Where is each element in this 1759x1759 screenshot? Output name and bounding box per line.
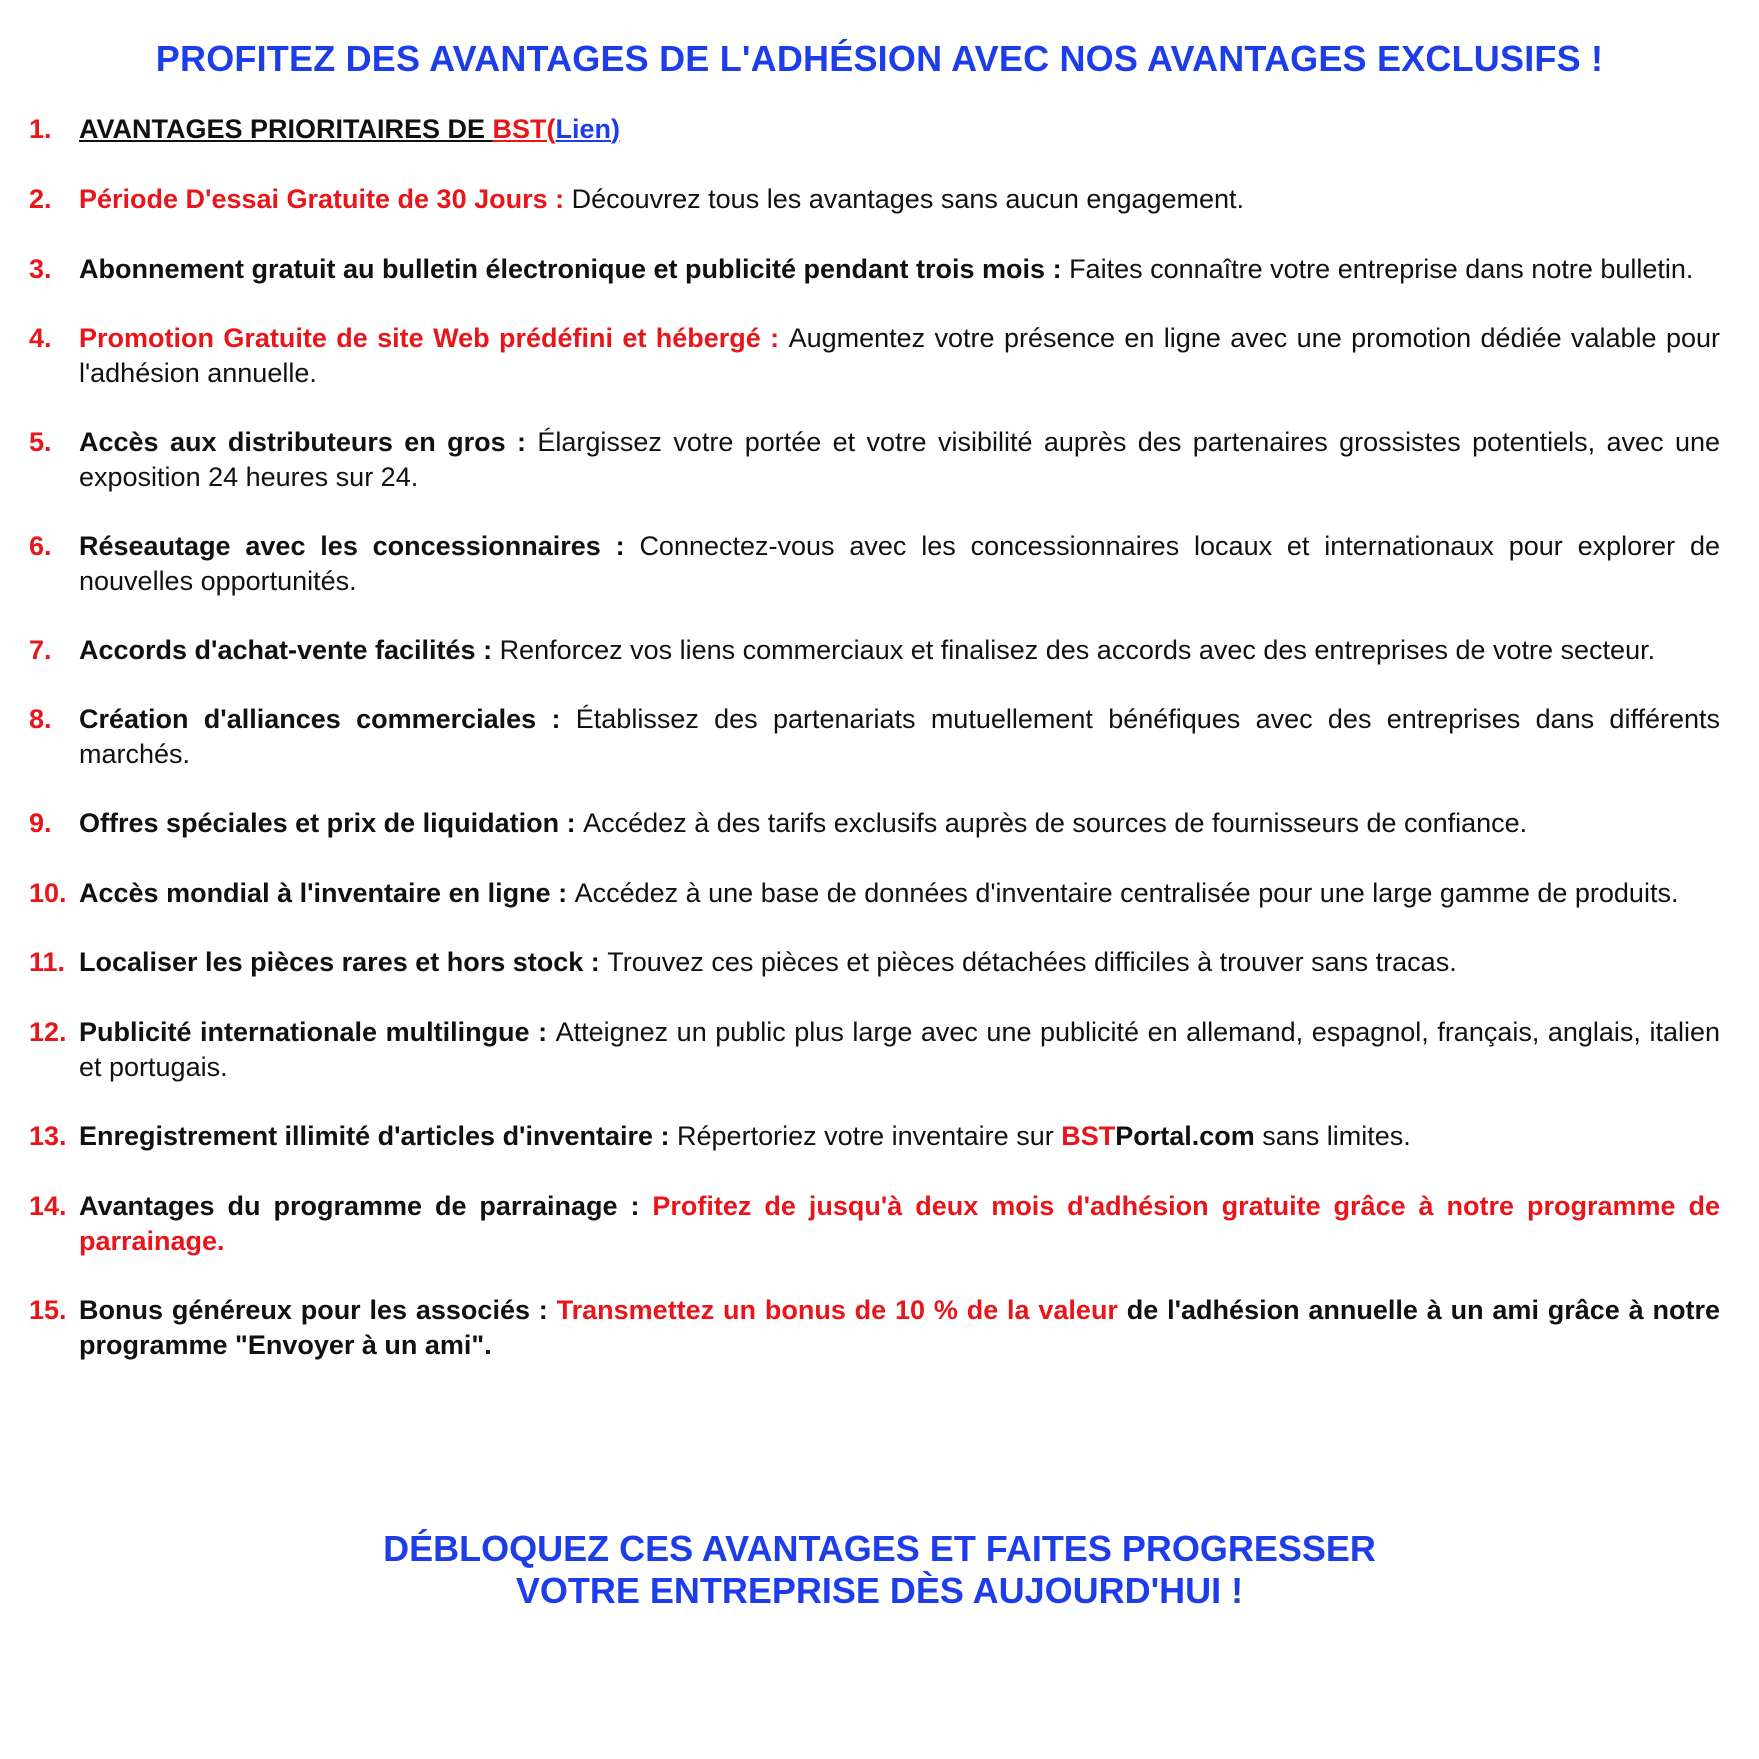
item-heading: Promotion Gratuite de site Web prédéfini et hébergé : — [79, 323, 789, 353]
list-item-9 — [29, 806, 1720, 841]
item-text: Élargissez votre portée et votre visibilité auprès des partenaires grossistes potentiels, avec une exposition 24 heures sur 24. — [79, 427, 1720, 492]
list-item-2 — [29, 182, 1720, 217]
item-text: Découvrez tous les avantages sans aucun engagement. — [571, 184, 1245, 214]
paren-close: ) — [611, 114, 621, 144]
item-heading: Bonus généreux pour les associés : — [79, 1295, 557, 1325]
item-number: 6. — [29, 531, 52, 561]
cta-line-2: VOTRE ENTREPRISE DÈS AUJOURD'HUI ! — [515, 1570, 1244, 1611]
item-highlight: Profitez de jusqu'à deux mois d'adhésion gratuite grâce à notre programme de parrainage. — [79, 1191, 1720, 1256]
item-number: 3. — [29, 254, 52, 284]
item-number: 2. — [29, 184, 52, 214]
item-text: Répertoriez votre inventaire sur — [677, 1121, 1062, 1151]
call-to-action — [0, 1528, 1759, 1612]
item-heading: Publicité internationale multilingue : — [79, 1017, 556, 1047]
item-heading: Accès mondial à l'inventaire en ligne : — [79, 878, 575, 908]
list-item-4 — [29, 321, 1720, 391]
item-text: Faites connaître votre entreprise dans notre bulletin. — [1069, 254, 1694, 284]
item-number: 1. — [29, 114, 52, 144]
benefits-list — [29, 112, 1720, 1397]
item-highlight: Transmettez un bonus de 10 % de la valeur — [556, 1295, 1118, 1325]
item-text: Atteignez un public plus large avec une publicité en allemand, espagnol, français, anglais, italien et portugais. — [79, 1017, 1720, 1082]
item-heading: Enregistrement illimité d'articles d'inventaire : — [79, 1121, 678, 1151]
list-item-15 — [29, 1293, 1720, 1363]
brand-bst: BST — [492, 114, 547, 144]
item-text-tail: sans limites. — [1254, 1121, 1411, 1151]
item-text: Renforcez vos liens commerciaux et finalisez des accords avec des entreprises de votre secteur. — [499, 635, 1656, 665]
item-text: Accédez à une base de données d'inventaire centralisée pour une large gamme de produits. — [574, 878, 1679, 908]
cta-line-1: DÉBLOQUEZ CES AVANTAGES ET FAITES PROGRESSER — [383, 1528, 1376, 1569]
item-number: 7. — [29, 635, 52, 665]
item-number: 9. — [29, 808, 52, 838]
item-heading: Période D'essai Gratuite de 30 Jours : — [79, 184, 572, 214]
list-item-8 — [29, 702, 1720, 772]
item-heading: Accès aux distributeurs en gros : — [79, 427, 538, 457]
list-item-3 — [29, 252, 1720, 287]
list-item-11 — [29, 945, 1720, 980]
item-heading: Accords d'achat-vente facilités : — [79, 635, 500, 665]
item-text: Augmentez votre présence en ligne avec une promotion dédiée valable pour l'adhésion annuelle. — [79, 323, 1720, 388]
brand-portal: Portal.com — [1115, 1121, 1255, 1151]
item-number: 11. — [29, 947, 66, 977]
paren-open: ( — [546, 114, 556, 144]
item-number: 15. — [29, 1295, 67, 1325]
item-text: Accédez à des tarifs exclusifs auprès de sources de fournisseurs de confiance. — [583, 808, 1528, 838]
list-item-1 — [29, 112, 1720, 147]
item-text: Trouvez ces pièces et pièces détachées difficiles à trouver sans tracas. — [607, 947, 1457, 977]
brand-bst: BST — [1061, 1121, 1116, 1151]
item-heading: AVANTAGES PRIORITAIRES DE — [79, 114, 493, 144]
item-text: Connectez-vous avec les concessionnaires locaux et internationaux pour explorer de nouvelles opportunités. — [79, 531, 1720, 596]
lien-link[interactable]: Lien — [555, 114, 612, 144]
item-heading: Avantages du programme de parrainage : — [79, 1191, 653, 1221]
list-item-13 — [29, 1119, 1720, 1154]
item-number: 13. — [29, 1121, 67, 1151]
item-text-tail: de l'adhésion annuelle à un ami grâce à notre programme "Envoyer à un ami". — [79, 1295, 1721, 1360]
item-heading: Création d'alliances commerciales : — [79, 704, 576, 734]
item-heading: Abonnement gratuit au bulletin électronique et publicité pendant trois mois : — [79, 254, 1070, 284]
item-heading: Offres spéciales et prix de liquidation : — [79, 808, 584, 838]
list-item-5 — [29, 425, 1720, 495]
item-number: 5. — [29, 427, 52, 457]
list-item-6 — [29, 529, 1720, 599]
item-heading: Réseautage avec les concessionnaires : — [79, 531, 640, 561]
item-number: 12. — [29, 1017, 67, 1047]
item-heading: Localiser les pièces rares et hors stock : — [79, 947, 608, 977]
list-item-7 — [29, 633, 1720, 668]
item-text: Établissez des partenariats mutuellement bénéfiques avec des entreprises dans différents marchés. — [79, 704, 1720, 769]
item-number: 14. — [29, 1191, 67, 1221]
list-item-12 — [29, 1015, 1720, 1085]
page-title: PROFITEZ DES AVANTAGES DE L'ADHÉSION AVEC NOS AVANTAGES EXCLUSIFS ! — [155, 38, 1604, 79]
item-number: 8. — [29, 704, 52, 734]
item-number: 10. — [29, 878, 67, 908]
list-item-14 — [29, 1189, 1720, 1259]
item-number: 4. — [29, 323, 52, 353]
list-item-10 — [29, 876, 1720, 911]
